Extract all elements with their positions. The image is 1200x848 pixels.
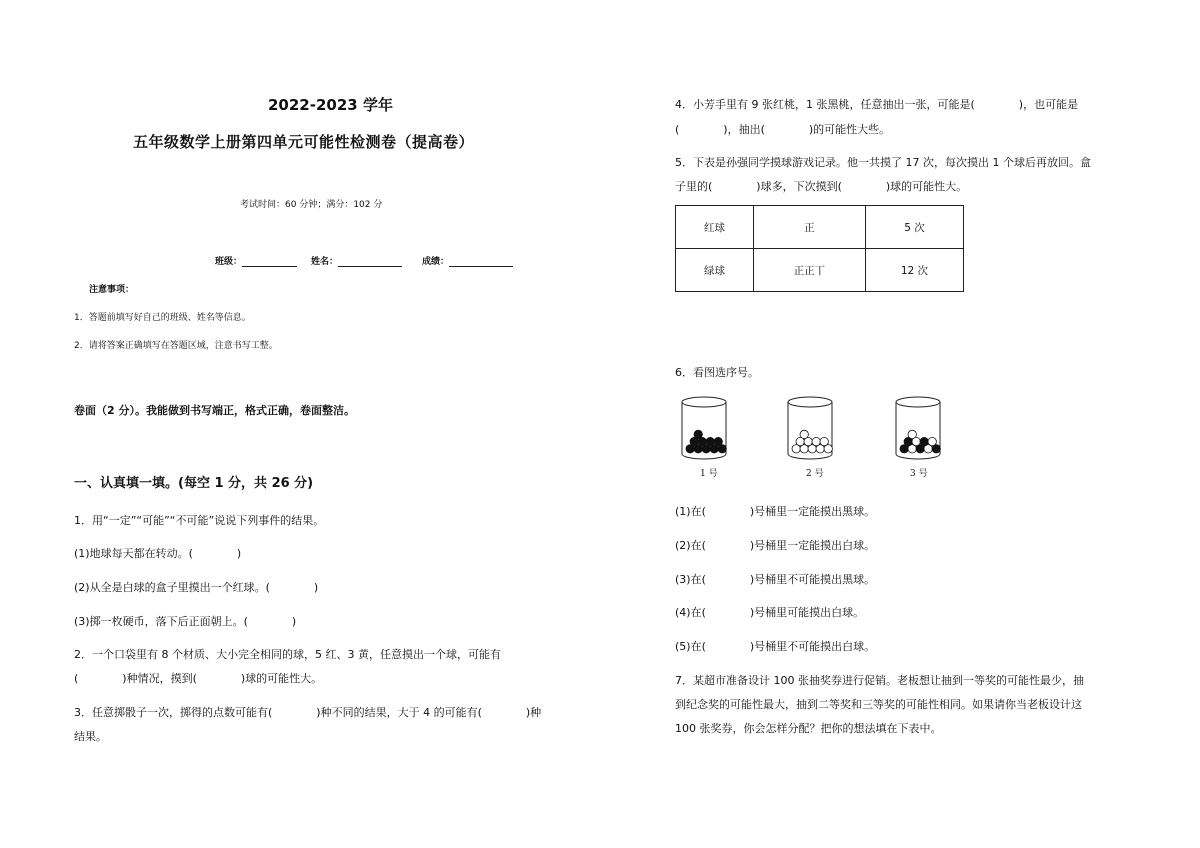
- black-ball: [694, 430, 702, 438]
- class-label: 班级：: [215, 257, 243, 267]
- q5-line1: 5．下表是孙强同学摸球游戏记录。他一共摸了 17 次，每次摸出 1 个球后再放回。盒: [675, 156, 1091, 169]
- main-title: 五年级数学上册第四单元可能性检测卷（提高卷）: [133, 133, 475, 151]
- q4-line1: 4．小芳手里有 9 张红桃，1 张黑桃，任意抽出一张，可能是( )，也可能是: [675, 98, 1079, 111]
- jar-label-2: 2 号: [806, 469, 824, 479]
- white-ball: [820, 437, 828, 445]
- white-ball: [908, 430, 916, 438]
- name-blank[interactable]: [338, 256, 402, 267]
- black-ball: [714, 437, 722, 445]
- class-field[interactable]: [215, 254, 297, 267]
- class-blank[interactable]: [242, 256, 297, 267]
- table-cell-color: 红球: [676, 206, 754, 249]
- q5-line2: 子里的( )球多，下次摸到( )球的可能性大。: [675, 180, 968, 193]
- score-blank[interactable]: [449, 256, 513, 267]
- white-ball: [928, 437, 936, 445]
- table-cell-color: 绿球: [676, 249, 754, 292]
- q3-line2: 结果。: [74, 730, 107, 743]
- black-ball: [706, 437, 714, 445]
- table-row: [676, 206, 964, 249]
- jar-1: [682, 397, 726, 459]
- table-cell-tally: 正: [753, 206, 865, 249]
- table-row: [676, 249, 964, 292]
- q6-stem: 6．看图选序号。: [675, 366, 759, 379]
- name-field[interactable]: [311, 254, 402, 267]
- table-cell-count: 12 次: [865, 249, 963, 292]
- jar-3: [896, 397, 940, 459]
- q6-sub2: (2)在( )号桶里一定能摸出白球。: [675, 539, 876, 552]
- table-cell-count: 5 次: [865, 206, 963, 249]
- year-title: 2022-2023 学年: [268, 96, 393, 114]
- q1-stem: 1．用“一定”“可能”“不可能”说说下列事件的结果。: [74, 514, 325, 527]
- black-ball: [920, 437, 928, 445]
- q3-line1: 3．任意掷骰子一次，掷得的点数可能有( )种不同的结果，大于 4 的可能有( )种: [74, 706, 542, 719]
- neatness-statement: 卷面（2 分）。我能做到书写端正，格式正确，卷面整洁。: [74, 404, 355, 417]
- q1-sub1: (1)地球每天都在转动。( ): [74, 547, 242, 560]
- q6-sub5: (5)在( )号桶里不可能摸出白球。: [675, 640, 876, 653]
- jar-label-1: 1 号: [700, 469, 718, 479]
- q1-sub3: (3)掷一枚硬币，落下后正面朝上。( ): [74, 615, 297, 628]
- white-ball: [812, 437, 820, 445]
- jar-2: [788, 397, 832, 459]
- q2-line1: 2．一个口袋里有 8 个材质、大小完全相同的球，5 红、3 黄，任意摸出一个球，可能有: [74, 648, 501, 661]
- section1-heading: 一、认真填一填。(每空 1 分，共 26 分): [74, 476, 314, 491]
- notes-heading: 注意事项：: [89, 285, 135, 295]
- q7-line1: 7．某超市准备设计 100 张抽奖券进行促销。老板想让抽到一等奖的可能性最少，抽: [675, 674, 1084, 687]
- score-field[interactable]: [422, 254, 513, 267]
- q7-line2: 到纪念奖的可能性最大，抽到二等奖和三等奖的可能性相同。如果请你当老板设计这: [675, 698, 1082, 711]
- q6-sub1: (1)在( )号桶里一定能摸出黑球。: [675, 505, 876, 518]
- name-label: 姓名：: [311, 257, 339, 267]
- q4-line2: ( )，抽出( )的可能性大些。: [675, 123, 891, 136]
- exam-info: 考试时间：60 分钟；满分：102 分: [240, 200, 383, 210]
- q7-line3: 100 张奖券，你会怎样分配？把你的想法填在下表中。: [675, 722, 942, 735]
- white-ball: [800, 430, 808, 438]
- q1-sub2: (2)从全是白球的盒子里摸出一个红球。( ): [74, 581, 319, 594]
- table-cell-tally: 正正丅: [753, 249, 865, 292]
- score-label: 成绩：: [422, 257, 450, 267]
- note-item-2: 2．请将答案正确填写在答题区域，注意书写工整。: [74, 341, 278, 351]
- q6-sub4: (4)在( )号桶里可能摸出白球。: [675, 606, 865, 619]
- q6-sub3: (3)在( )号桶里不可能摸出黑球。: [675, 573, 876, 586]
- note-item-1: 1．答题前填写好自己的班级、姓名等信息。: [74, 313, 251, 323]
- jar-label-3: 3 号: [910, 469, 928, 479]
- tally-table: [675, 205, 964, 292]
- q2-line2: ( )种情况，摸到( )球的可能性大。: [74, 672, 323, 685]
